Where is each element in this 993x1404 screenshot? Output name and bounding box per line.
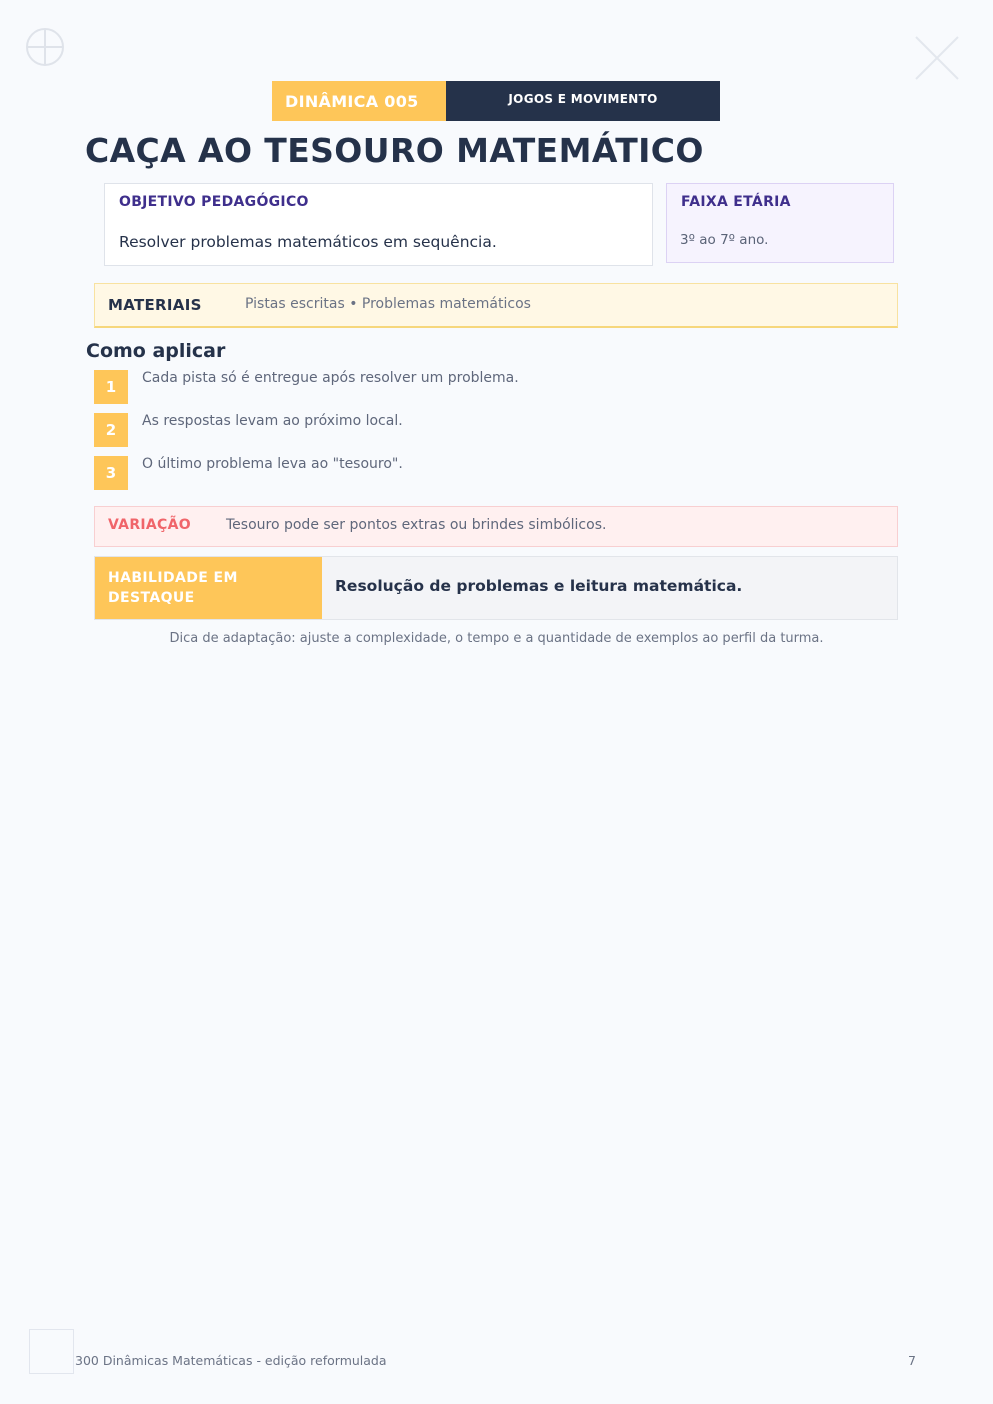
variation-text: Tesouro pode ser pontos extras ou brindes simbólicos. <box>226 517 607 533</box>
page-number: 7 <box>908 1353 916 1368</box>
step-item <box>94 370 894 404</box>
step-item <box>94 413 894 447</box>
step-text: O último problema leva ao "tesouro". <box>142 456 403 472</box>
page-title: CAÇA AO TESOURO MATEMÁTICO <box>85 131 704 170</box>
circle-cross-icon <box>25 27 65 67</box>
x-mark-icon <box>914 35 960 81</box>
age-range-card <box>666 183 894 263</box>
step-text: As respostas levam ao próximo local. <box>142 413 403 429</box>
variation-label: VARIAÇÃO <box>108 517 191 533</box>
skill-label: HABILIDADE EM DESTAQUE <box>95 557 322 619</box>
skill-box <box>94 556 898 620</box>
materials-label: MATERIAIS <box>108 296 202 314</box>
step-item <box>94 456 894 490</box>
step-text: Cada pista só é entregue após resolver um problema. <box>142 370 519 386</box>
step-number: 1 <box>94 370 128 404</box>
skill-text: Resolução de problemas e leitura matemática. <box>335 577 743 595</box>
objective-card <box>104 183 653 266</box>
objective-label: OBJETIVO PEDAGÓGICO <box>119 194 309 210</box>
materials-box <box>94 283 898 328</box>
step-number: 2 <box>94 413 128 447</box>
footer-book-title: 300 Dinâmicas Matemáticas - edição reformulada <box>75 1353 387 1368</box>
dynamic-code: DINÂMICA 005 <box>272 81 446 121</box>
objective-text: Resolver problemas matemáticos em sequência. <box>119 233 497 251</box>
step-number: 3 <box>94 456 128 490</box>
adaptation-tip: Dica de adaptação: ajuste a complexidade, o tempo e a quantidade de exemplos ao perfil da turma. <box>169 631 824 646</box>
materials-text: Pistas escritas • Problemas matemáticos <box>245 296 531 312</box>
category-badge: JOGOS E MOVIMENTO <box>446 81 720 121</box>
corner-square-decoration <box>29 1329 74 1374</box>
how-to-title: Como aplicar <box>86 340 226 362</box>
variation-box <box>94 506 898 547</box>
dynamic-tag <box>272 81 720 121</box>
age-range-text: 3º ao 7º ano. <box>680 232 769 248</box>
age-range-label: FAIXA ETÁRIA <box>681 194 791 210</box>
